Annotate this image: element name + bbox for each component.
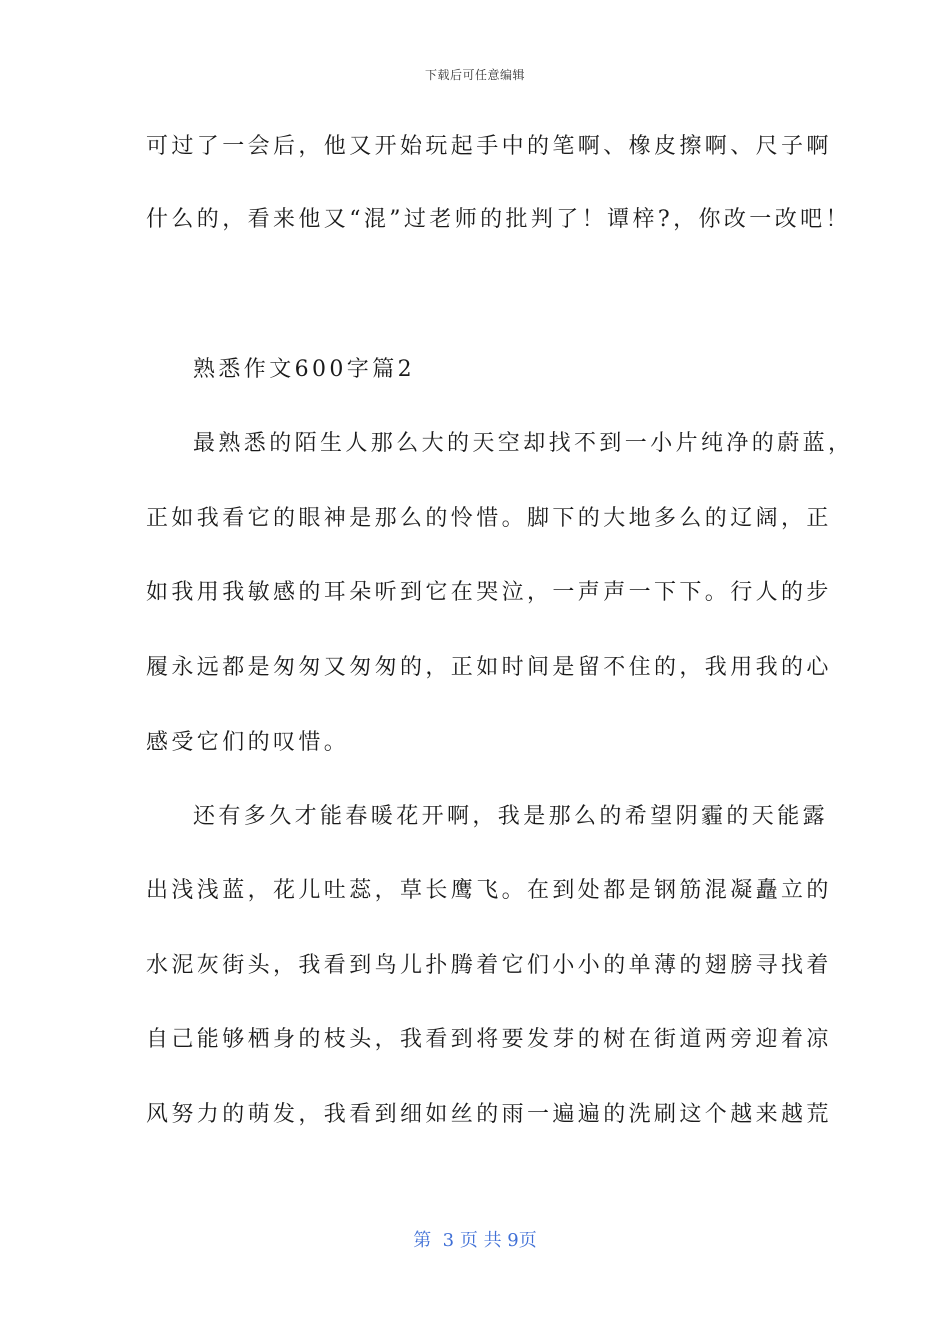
text-line: 风努力的萌发，我看到细如丝的雨一遍遍的洗刷这个越来越荒 <box>146 1102 832 1127</box>
page-number: 第 3 页 共 9页 <box>413 1230 537 1251</box>
text-line: 自己能够栖身的枝头，我看到将要发芽的树在街道两旁迎着凉 <box>146 1027 832 1052</box>
text-line: 什么的，看来他又“混”过老师的批判了！谭梓?，你改一改吧！ <box>146 207 851 232</box>
text-line: 还有多久才能春暖花开啊，我是那么的希望阴霾的天能露 <box>193 804 829 829</box>
text-line: 水泥灰街头，我看到鸟儿扑腾着它们小小的单薄的翅膀寻找着 <box>146 953 832 978</box>
text-line: 最熟悉的陌生人那么大的天空却找不到一小片纯净的蔚蓝， <box>193 431 854 456</box>
section-heading: 熟悉作文600字篇2 <box>193 357 415 382</box>
text-line: 感受它们的叹惜。 <box>146 730 350 755</box>
text-line: 如我用我敏感的耳朵听到它在哭泣，一声声一下下。行人的步 <box>146 580 832 605</box>
page-header: 下载后可任意编辑 <box>424 68 525 82</box>
text-line: 正如我看它的眼神是那么的怜惜。脚下的大地多么的辽阔，正 <box>146 506 832 531</box>
text-line: 出浅浅蓝，花儿吐蕊，草长鹰飞。在到处都是钢筋混凝矗立的 <box>146 878 832 903</box>
text-line: 可过了一会后，他又开始玩起手中的笔啊、橡皮擦啊、尺子啊 <box>146 134 832 159</box>
text-line: 履永远都是匆匆又匆匆的，正如时间是留不住的，我用我的心 <box>146 655 832 680</box>
